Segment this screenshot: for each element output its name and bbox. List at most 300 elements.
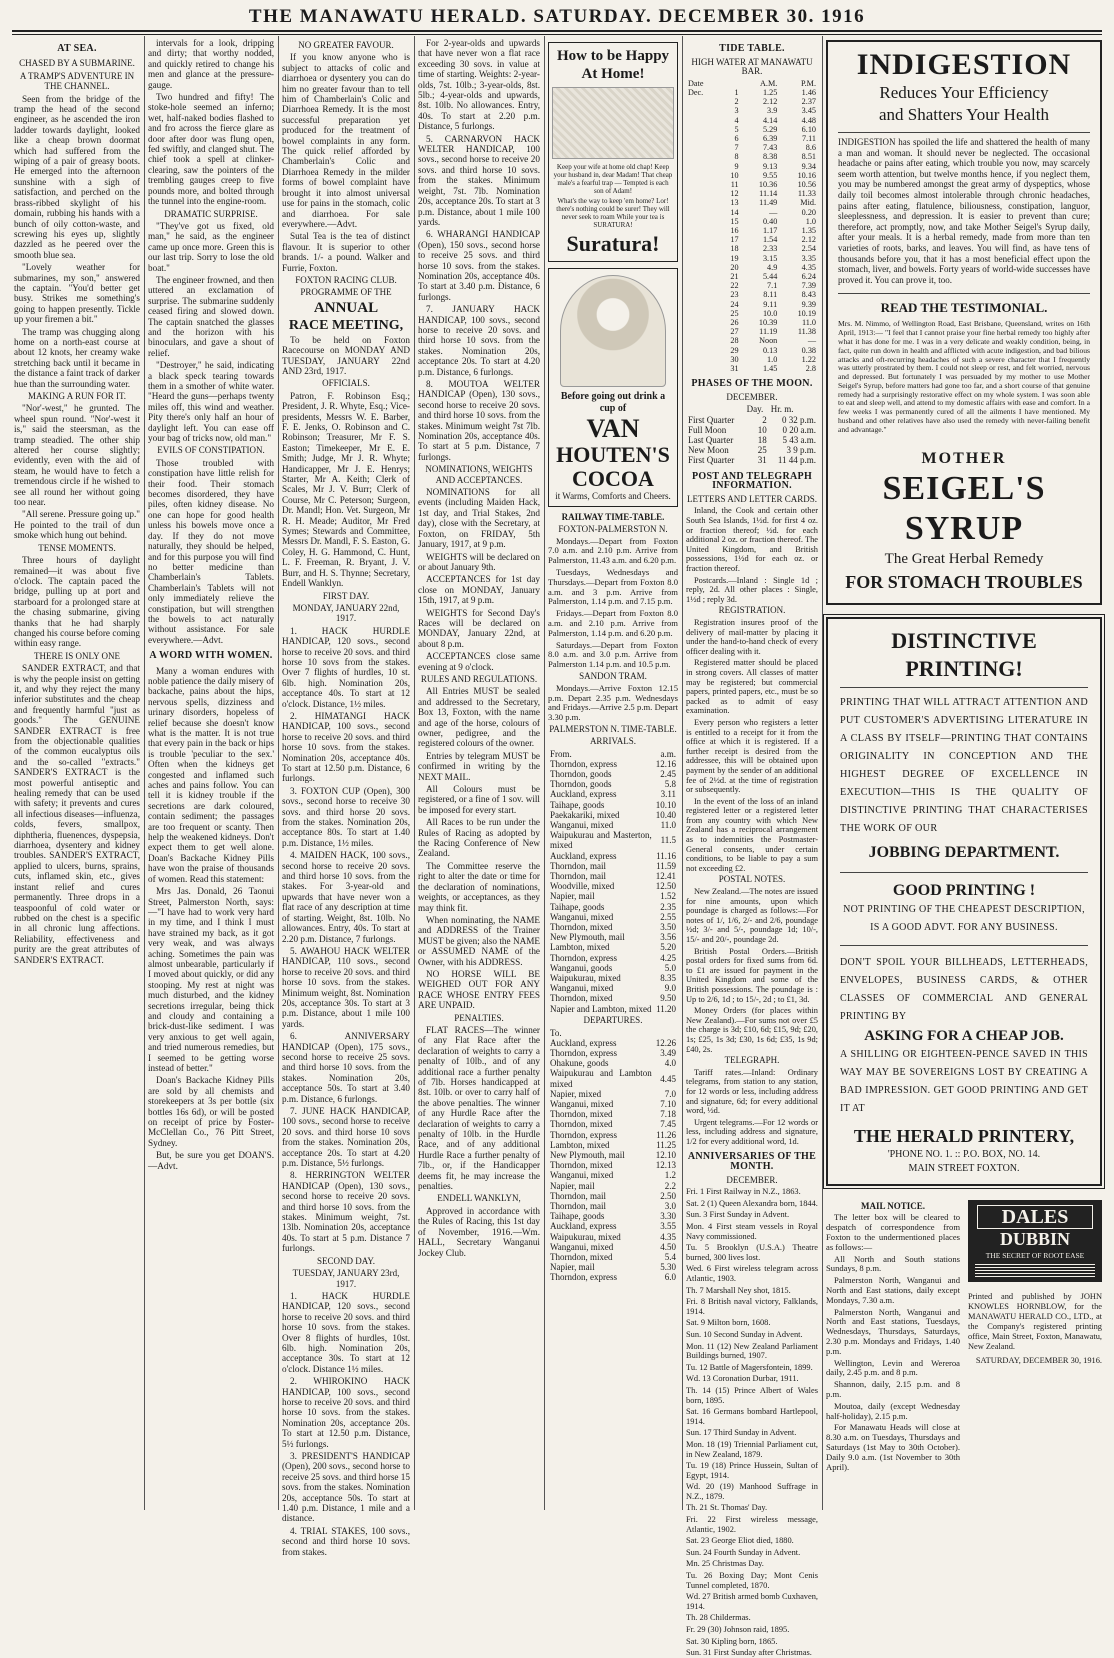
table-cell: 10.10 bbox=[655, 799, 676, 810]
table-row bbox=[686, 445, 818, 455]
table-cell: 3.56 bbox=[660, 932, 676, 943]
mail-notice bbox=[826, 1200, 960, 1475]
ad-tagline: it Warms, Comforts and Cheers. bbox=[555, 491, 671, 501]
table-cell: 8.38 bbox=[762, 152, 778, 162]
anniversary-item: Tu. 26 Boxing Day; Mont Cenis Tunnel completed, 1870. bbox=[686, 1571, 818, 1590]
table-row bbox=[686, 364, 818, 373]
column-ads-right bbox=[826, 38, 1102, 1510]
table-cell: 3.0 bbox=[664, 1201, 676, 1212]
day-date: TUESDAY, JANUARY 23rd, 1917. bbox=[292, 1268, 400, 1289]
table-row bbox=[686, 97, 818, 106]
paragraph: All Colours must be registered, or a fine of 1 sov. will be imposed for every start. bbox=[418, 784, 540, 815]
table-row bbox=[548, 851, 678, 861]
paragraph: Mrs Jas. Donald, 26 Taonui Street, Palmerston North, says:—"I have had to work very hard in my time, and I think I must have strained my back, as it got very weak, and was always aching. Sometimes the pain was almost unbearable, particularly if I moved about quickly, or did any stooping. My rest at night was much disturbed, and the kidney secretions irregular, being thick and cloudy and containing a brick-dust-like sediment. I was very anxious to get well again, and tried numerous remedies, but I seemed to be getting worse instead of better." bbox=[148, 886, 274, 1073]
table-cell: 29 bbox=[730, 345, 739, 355]
table-cell: Thorndon, express bbox=[550, 758, 617, 769]
table-row bbox=[686, 300, 818, 309]
section-heading: TIDE TABLE. bbox=[719, 43, 785, 54]
table-header: Date bbox=[688, 78, 704, 88]
table-cell: 31 bbox=[757, 455, 767, 466]
table-row bbox=[548, 1211, 678, 1221]
table-cell: 15 bbox=[730, 216, 739, 226]
paragraph: Sutal Tea is the tea of distinct flavour. It is superior to other brands. 1/- a pound. Walker and Furrie, Foxton. bbox=[282, 231, 410, 273]
ad-body: A SHILLING OR EIGHTEEN-PENCE SAVED IN THIS WAY MAY BE SOVEREIGNS LOST BY CREATING A BAD IMPRESSION. GET GOOD PRINTING AND GET IT AT bbox=[840, 1048, 1088, 1114]
table-row bbox=[686, 318, 818, 327]
table-cell: 12.13 bbox=[655, 1160, 676, 1171]
table-cell: 1.22 bbox=[801, 354, 816, 364]
table-row bbox=[548, 993, 678, 1003]
paragraph: To be held on Foxton Racecourse on MONDAY AND TUESDAY, JANUARY 22nd AND 23rd, 1917. bbox=[282, 334, 410, 376]
section-heading: ANNIVERSARIES OF THE MONTH. bbox=[687, 1151, 817, 1173]
table-cell: Thorndon, mixed bbox=[550, 993, 613, 1004]
table-cell: 5.4 bbox=[664, 1252, 676, 1263]
table-cell: 2 bbox=[734, 97, 739, 107]
table-cell: 2.50 bbox=[660, 1190, 676, 1201]
table-row bbox=[548, 1262, 678, 1272]
table-cell: 4.35 bbox=[801, 262, 816, 272]
paragraph: FLAT RACES—The winner of any Flat Race after the declaration of weights to carry a penalty of 10lb., and of any additional race a further penalty of 7lb. Horses handicapped at 8st. 10lb. or over to carry half of the above penalties. The winner of any Hurdle Race after the declaration of weights to carry a penalty of 10lb. in the Hurdle Race, and of any additional Hurdle Race a further penalty of 7lb., or, if the Handicapper deems fit, he may increase the penalties. bbox=[418, 1024, 540, 1192]
paragraph: Money Orders (for places within New Zealand).—For sums not over £5 the charge is 3d; £10, 6d; £15, 9d; £20, 1s; £25, 1s 3d; £30, 1s 6d; £35, 1s 9d; £40, 2s. bbox=[686, 1006, 818, 1054]
table-cell: 7.45 bbox=[660, 1119, 676, 1130]
table-cell: 1.0 bbox=[805, 216, 816, 226]
table-cell bbox=[686, 355, 720, 364]
table-cell: 4.35 bbox=[660, 1231, 676, 1242]
table-cell: Wanganui, mixed bbox=[550, 911, 614, 922]
table-cell: 25 bbox=[757, 445, 767, 456]
table-cell: Auckland, express bbox=[550, 1037, 617, 1048]
table-cell: 6 bbox=[734, 134, 739, 143]
section-subheading: TELEGRAPH. bbox=[724, 1055, 780, 1066]
column-tides-post bbox=[686, 38, 818, 1658]
table-cell: Napier, mail bbox=[550, 1262, 595, 1273]
table-cell bbox=[686, 171, 720, 180]
table-row bbox=[686, 244, 818, 253]
section-heading: DRAMATIC SURPRISE. bbox=[164, 208, 258, 219]
ad-portrait bbox=[560, 275, 666, 387]
table-row bbox=[686, 162, 818, 171]
mail-and-dubbin bbox=[826, 1200, 1102, 1475]
section-heading: PENALTIES. bbox=[454, 1012, 504, 1023]
table-row bbox=[686, 425, 818, 435]
ad-brand: COCOA bbox=[572, 466, 654, 491]
table-cell: Wanganui, mixed bbox=[550, 1170, 614, 1181]
table-cell: 2.35 bbox=[660, 901, 676, 912]
table-header bbox=[686, 404, 745, 414]
section-subheading: DECEMBER. bbox=[726, 391, 778, 402]
anniversary-item: Sun. 17 Third Sunday in Advent. bbox=[686, 1428, 797, 1438]
paragraph: NOMINATIONS for all events (including Maiden Hack, 1st day, and Trial Stakes, 2nd day), close with the Secretary, at Foxton, on FRIDAY, 5th January, 1917, at 9 p.m. bbox=[418, 487, 540, 550]
table-row bbox=[548, 1089, 678, 1099]
table-cell: 9.13 bbox=[762, 161, 778, 171]
anniversary-item: Sat. 2 (1) Queen Alexandra born, 1844. bbox=[686, 1198, 818, 1208]
table-cell bbox=[686, 254, 720, 263]
table-row bbox=[548, 1099, 678, 1109]
table-cell: Napier, mail bbox=[550, 891, 595, 902]
table-cell: 12.50 bbox=[655, 881, 676, 892]
dales-dubbin-ad bbox=[968, 1200, 1102, 1282]
table-cell bbox=[686, 272, 720, 281]
anniversary-item: Sat. 16 Germans bombard Hartlepool, 1914. bbox=[686, 1407, 818, 1426]
race-entry: 5. CARNARVON HACK WELTER HANDICAP, 100 sovs., second horse to receive 20 sovs. and third horse 10 sovs. from the stakes. Minimum weight, 7st. 7lb. Nomination 20s, acceptance 20s. To start at 3 p.m. Distance, about 1 mile 100 yards. bbox=[418, 133, 540, 227]
table-cell: 2.55 bbox=[660, 911, 676, 922]
table-row bbox=[686, 309, 818, 318]
table-row bbox=[686, 198, 818, 207]
table-row bbox=[548, 973, 678, 983]
table-cell: Thorndon, mixed bbox=[550, 1160, 613, 1171]
paragraph: Palmerston North, Wanganui and North and East stations, Tuesdays, Wednesdays, Thursdays, Saturdays, 2.30 p.m. Mondays and Fridays, 1.40 p.m. bbox=[826, 1306, 960, 1356]
table-cell: Wanganui, mixed bbox=[550, 819, 614, 830]
article-subheading: CHASED BY A SUBMARINE. bbox=[19, 58, 135, 69]
race-entry: 2. WHIROKINO HACK HANDICAP, 100 sovs., second horse to receive 20 sovs. and third horse 10 sovs. from the stakes. Nomination 20s, acceptance 20s. To start at 12.50 p.m. Distance, 5½ furlongs. bbox=[282, 1376, 410, 1449]
anniversary-item: Th. 21 St. Thomas' Day. bbox=[686, 1503, 768, 1513]
table-row bbox=[548, 789, 678, 799]
table-cell: 7.10 bbox=[660, 1099, 676, 1110]
table-cell: 10.0 bbox=[762, 308, 778, 318]
paragraph: Saturdays.—Depart from Foxton 8.0 a.m. and 3.0 p.m. Arrive from Palmerston 1.14 p.m. and 10.5 p.m. bbox=[548, 639, 678, 670]
table-row bbox=[686, 116, 818, 125]
table-header: a.m. bbox=[660, 748, 676, 759]
table-cell: 24 bbox=[730, 299, 739, 309]
ad-brand: MOTHER bbox=[921, 449, 1007, 467]
paragraph: ACCEPTANCES for 1st day close on MONDAY, January 15th, 1917, at 9 p.m. bbox=[418, 574, 540, 606]
table-cell: Thorndon, goods bbox=[550, 779, 612, 790]
race-entry: 6. ANNIVERSARY HANDICAP (Open), 175 sovs., second horse to receive 25 sovs. and third horse 10 sovs. from the stakes. Nomination 20s, acceptance 50s. To start at 3.40 p.m. Distance, 6 furlongs. bbox=[282, 1031, 410, 1104]
section-subheading: REGISTRATION. bbox=[718, 605, 786, 616]
table-cell bbox=[686, 244, 720, 253]
paragraph: Two hundred and fifty! The stoke-hole seemed an inferno; wet, half-naked bodies flashed to and fro across the fierce glare as door after door was flung open, fed swiftly, and clanged shut. The chief took a spell at clinker-clearing, saw the pointers of the trembling gauges creep to five pounds more, and bolted through the tunnel into the engine-room. bbox=[148, 92, 274, 207]
anniversary-item: Th. 28 Childermas. bbox=[686, 1613, 751, 1623]
table-row bbox=[548, 1191, 678, 1201]
anniversary-item: Fr. 29 (30) Johnson raid, 1895. bbox=[686, 1625, 790, 1634]
table-cell: 16 bbox=[730, 226, 739, 236]
table-cell: 1.0 bbox=[767, 354, 778, 364]
ad-tagline: FOR STOMACH TROUBLES bbox=[845, 571, 1083, 592]
table-row bbox=[548, 1242, 678, 1252]
race-entry: 4. MAIDEN HACK, 100 sovs., second horse to receive 20 sovs. and third horse 10 sovs. from the stakes. For 3-year-old and upwards that have never won a flat race of any description at time of starting. Weight, 8st. 10lb. No allowances. Entry, 40s. To start at 2.20 p.m. Distance, 7 furlongs. bbox=[282, 850, 410, 944]
table-cell bbox=[686, 189, 720, 198]
ad-body: NOT PRINTING OF THE CHEAPEST DESCRIPTION, IS A GOOD ADVT. FOR ANY BUSINESS. bbox=[843, 903, 1085, 933]
table-row bbox=[686, 355, 818, 364]
table-cell: New Moon bbox=[688, 445, 729, 456]
ad-tagline: The Great Herbal Remedy bbox=[884, 550, 1044, 567]
ad-tagline: Before going out drink a cup of bbox=[560, 391, 666, 414]
ad-brand: DALES bbox=[977, 1205, 1093, 1229]
race-entry: 7. JUNE HACK HANDICAP, 100 sovs., second horse to receive 20 sovs. and third horse 10 sovs from the stakes. Nomination 20s, acceptance 20s. To start at 4.20 p.m. Distance, 5½ furlongs. bbox=[282, 1106, 410, 1169]
table-cell: 4.45 bbox=[660, 1073, 676, 1084]
table-cell: 11 44 p.m. bbox=[777, 455, 816, 466]
ad-subheadline: Reduces Your Efficiency bbox=[879, 83, 1049, 102]
table-cell: Mid. bbox=[800, 198, 816, 208]
table-cell bbox=[686, 290, 720, 299]
table-cell: 5.29 bbox=[762, 124, 778, 134]
table-cell bbox=[686, 300, 720, 309]
anniversary-item: Sat. 9 Milton born, 1608. bbox=[686, 1318, 771, 1328]
ad-body: DON'T SPOIL YOUR BILLHEADS, LETTERHEADS, ENVELOPES, BUSINESS CARDS, & OTHER CLASSES OF COMMERCIAL AND GENERAL PRINTING BY bbox=[840, 945, 1088, 1026]
paragraph: "Lovely weather for submarines, my son," answered the captain. "You'd better get busy. Strikes me something's going to happen presently. Tickle up your firemen a bit." bbox=[14, 262, 140, 325]
table-header: Day. bbox=[746, 404, 764, 415]
paragraph: Three hours of daylight remained—it was about five o'clock. The captain paced the bridge, pulling up at port and starboard for a prolonged stare at the chasing submarine, giving thanks that he had sharply changed his course before coming within easy range. bbox=[14, 555, 140, 649]
column-racing-rules bbox=[418, 38, 540, 1510]
table-cell: New Plymouth, mail bbox=[550, 932, 625, 943]
anniversary-item: Sun. 3 First Sunday in Advent. bbox=[686, 1210, 790, 1220]
ad-subheadline: ASKING FOR A CHEAP JOB. bbox=[864, 1027, 1064, 1044]
table-row bbox=[686, 281, 818, 290]
paragraph: ACCEPTANCES close same evening at 9 o'clock. bbox=[418, 651, 540, 672]
table-cell bbox=[686, 116, 720, 125]
table-cell: Waipukurau and Masterton, mixed bbox=[550, 830, 652, 851]
table-cell: 9 bbox=[734, 161, 739, 171]
table-cell: 0.13 bbox=[762, 345, 778, 355]
anniversary-item: Fri. 22 First wireless message, Atlantic, 1902. bbox=[686, 1515, 818, 1534]
table-cell: 3.9 bbox=[767, 106, 778, 116]
ad-illustration bbox=[552, 87, 674, 159]
section-heading: FIRST DAY. bbox=[322, 590, 370, 601]
table-cell: 26 bbox=[730, 318, 739, 328]
table-cell: Woodville, mixed bbox=[550, 881, 615, 892]
table-cell: 23 bbox=[730, 290, 739, 300]
paragraph: Doan's Backache Kidney Pills are sold by all chemists and storekeepers at 3s per bottle (six bottles 16s 6d), or will be posted on receipt of price by Foster-McClellan Co., 76 Pitt Street, Sydney. bbox=[148, 1075, 274, 1148]
table-cell: Wanganui, mixed bbox=[550, 1099, 614, 1110]
section-heading: THERE IS ONLY ONE bbox=[33, 650, 120, 661]
table-cell: 17 bbox=[730, 235, 739, 245]
table-row bbox=[686, 180, 818, 189]
table-cell: 9.50 bbox=[660, 993, 676, 1004]
table-cell: 11.16 bbox=[656, 850, 676, 861]
table-cell: Wanganui, mixed bbox=[550, 1241, 614, 1252]
masthead-rule bbox=[12, 30, 1102, 32]
column-separator bbox=[544, 36, 545, 1510]
table-row bbox=[686, 171, 818, 180]
annual-label: ANNUAL bbox=[313, 299, 379, 316]
article-subheading: A TRAMP'S ADVENTURE IN THE CHANNEL. bbox=[19, 70, 135, 92]
table-cell: Thorndon, mail bbox=[550, 860, 606, 871]
table-cell: 11.20 bbox=[656, 1003, 676, 1014]
table-cell: 2.54 bbox=[801, 244, 816, 254]
paragraph: "They've got us fixed, old man," he said, as the engineer came up once more. Green this is our last trip. Sorry to lose the old boat." bbox=[148, 220, 274, 273]
column-continued bbox=[148, 38, 274, 1510]
column-separator bbox=[414, 36, 415, 1510]
table-row bbox=[686, 272, 818, 281]
table-cell: 3.49 bbox=[660, 1048, 676, 1059]
table-cell: 3.11 bbox=[660, 789, 676, 800]
table-row bbox=[548, 1221, 678, 1231]
table-cell: Wanganui, mixed bbox=[550, 983, 614, 994]
column-racing-club bbox=[282, 38, 410, 1557]
table-row bbox=[548, 1170, 678, 1180]
table-cell: 4.14 bbox=[762, 115, 778, 125]
table-cell: 2.12 bbox=[762, 97, 778, 107]
table-cell: 1 bbox=[734, 87, 739, 97]
table-row bbox=[548, 1150, 678, 1160]
anniversary-item: Th. 7 Marshall Ney shot, 1815. bbox=[686, 1285, 791, 1295]
table-cell bbox=[686, 281, 720, 290]
table-cell: 10.39 bbox=[758, 318, 778, 328]
table-cell: 6.0 bbox=[664, 1272, 676, 1283]
paragraph: Entries by telegram MUST be confirmed in writing by the NEXT MAIL. bbox=[418, 750, 540, 782]
printing-ad bbox=[826, 617, 1102, 1186]
table-cell bbox=[686, 143, 720, 152]
table-cell: Taihape, goods bbox=[550, 901, 605, 912]
table-cell bbox=[686, 106, 720, 115]
table-header: Hr. m. bbox=[770, 404, 794, 415]
table-cell: 10.36 bbox=[758, 180, 778, 190]
table-cell: Thorndon, goods bbox=[550, 768, 612, 779]
section-heading: TENSE MOMENTS. bbox=[38, 542, 116, 553]
table-row bbox=[686, 226, 818, 235]
ad-headline: DISTINCTIVE PRINTING! bbox=[840, 627, 1088, 688]
ad-brand: VAN bbox=[586, 414, 640, 443]
table-cell: Napier, mail bbox=[550, 1180, 595, 1191]
table-cell bbox=[686, 198, 720, 207]
table-cell: 6.10 bbox=[801, 124, 816, 134]
table-cell: 11.14 bbox=[759, 189, 778, 199]
table-cell: 0 20 a.m. bbox=[782, 424, 816, 435]
table-cell: 0.40 bbox=[762, 216, 778, 226]
column-at-sea bbox=[14, 38, 140, 1510]
anniversary-item: Sat. 30 Kipling born, 1865. bbox=[686, 1636, 778, 1646]
table-cell: Last Quarter bbox=[688, 435, 734, 446]
ad-body: PRINTING THAT WILL ATTRACT ATTENTION AND PUT CUSTOMER'S ADVERTISING LITERATURE IN A CLASS BY ITSELF—PRINTING THAT CONTAINS ORIGINALITY IN CONCEPTION AND THE HIGHEST DEGREE OF EXCELLENCE IN EXECUTION—THIS IS THE QUALITY OF DISTINCTIVE PRINTING THAT CHARACTERISES THE WORK OF OUR bbox=[840, 696, 1088, 834]
table-row bbox=[548, 1068, 678, 1088]
paragraph: WEIGHTS for Second Day's Races will be declared on MONDAY, January 22nd, at about 8 p.m. bbox=[418, 607, 540, 649]
table-cell: 11.49 bbox=[759, 198, 778, 208]
table-cell: 3 bbox=[734, 106, 739, 116]
table-cell: Thorndon, mail bbox=[550, 1190, 606, 1201]
paragraph: NO HORSE WILL BE WEIGHED OUT FOR ANY RACE WHOSE ENTRY FEES ARE UNPAID. bbox=[418, 968, 540, 1011]
race-entry: 3. FOXTON CUP (Open), 300 sovs., second horse to receive 30 sovs. and third horse 20 sovs. from the stakes. Nomination 20s, acceptance 80s. To start at 1.40 p.m. Distance, 1½ miles. bbox=[282, 785, 410, 848]
table-row bbox=[686, 235, 818, 244]
table-cell: New Plymouth, mail bbox=[550, 1150, 625, 1161]
table-cell: Thorndon, mixed bbox=[550, 1109, 613, 1120]
table-cell: Auckland, express bbox=[550, 789, 617, 800]
table-cell: 3.30 bbox=[660, 1211, 676, 1222]
table-cell: 11.0 bbox=[801, 318, 816, 328]
club-name: FOXTON RACING CLUB. bbox=[295, 274, 397, 285]
day-date: MONDAY, JANUARY 22nd, 1917. bbox=[292, 602, 400, 624]
article-heading: AT SEA. bbox=[57, 43, 97, 54]
table-row bbox=[548, 820, 678, 830]
table-cell bbox=[686, 346, 720, 355]
table-row bbox=[686, 125, 818, 134]
table-cell: 21 bbox=[730, 272, 739, 282]
paragraph: When nominating, the NAME and ADDRESS of the Trainer MUST be given; also the NAME or ASSUMED NAME of the Owner, with his ADDRESS. bbox=[418, 914, 540, 967]
section-heading: POST AND TELEGRAPH INFORMATION. bbox=[691, 470, 813, 492]
table-cell: 11 bbox=[730, 180, 739, 190]
table-cell: 6.24 bbox=[801, 272, 816, 282]
table-cell bbox=[686, 364, 720, 373]
column-separator bbox=[278, 36, 279, 1510]
printery-contact: 'PHONE NO. 1. :: P.O. BOX, NO. 14. bbox=[887, 1148, 1041, 1160]
table-cell: First Quarter bbox=[688, 455, 735, 466]
table-row bbox=[548, 942, 678, 952]
paragraph: Tuesdays, Wednesdays and Thursdays.—Depart from Foxton 8.0 a.m. and 3 p.m. Arrive from Palmerston, 1.14 p.m. and 7.15 p.m. bbox=[548, 566, 678, 607]
table-row bbox=[548, 932, 678, 942]
table-row bbox=[686, 217, 818, 226]
table-cell: 2.8 bbox=[805, 364, 816, 374]
table-cell: 9.11 bbox=[763, 299, 778, 309]
table-row bbox=[548, 779, 678, 789]
table-cell: 22 bbox=[730, 281, 739, 291]
section-heading: PALMERSTON N. TIME-TABLE. bbox=[549, 723, 677, 734]
imprint-date: SATURDAY, DECEMBER 30, 1916. bbox=[975, 1355, 1102, 1365]
column-separator bbox=[822, 36, 823, 1510]
table-row bbox=[548, 759, 678, 769]
column-separator bbox=[144, 36, 145, 1510]
anniversary-list bbox=[686, 1187, 818, 1658]
table-cell: Napier and Lambton, mixed bbox=[550, 1003, 652, 1014]
paragraph: Postcards.—Inland : Single 1d ; reply, 2d. All other places : Single, 1½d ; reply 3d. bbox=[686, 575, 818, 604]
table-cell: Lambton, mixed bbox=[550, 1139, 610, 1150]
paragraph: Moutoa, daily (except Wednesday half-holiday), 2.15 p.m. bbox=[826, 1400, 960, 1421]
table-cell bbox=[686, 327, 720, 336]
section-subheading: LETTERS AND LETTER CARDS. bbox=[687, 493, 817, 504]
table-row bbox=[548, 800, 678, 810]
table-cell: 9.34 bbox=[801, 161, 816, 171]
table-cell: Napier, mixed bbox=[550, 1088, 602, 1099]
ad-subheadline: GOOD PRINTING ! bbox=[892, 881, 1036, 899]
table-cell: 5.30 bbox=[660, 1262, 676, 1273]
paragraph: "Destroyer," he said, indicating a black speck tearing towards them in a smother of white water. "Heard the guns—perhaps twenty miles off, this wind and weather. Pity there's only half an hour of daylight left. You can ease off your bag of tricks now, old man." bbox=[148, 360, 274, 444]
anniversary-item: Th. 14 (15) Prince Albert of Wales born, 1895. bbox=[686, 1385, 818, 1405]
race-meeting-label: RACE MEETING, bbox=[288, 317, 404, 333]
table-cell: Waipukurau and Lambton mixed bbox=[550, 1068, 652, 1089]
table-cell: 3.55 bbox=[660, 1221, 676, 1232]
section-heading: SANDON TRAM. bbox=[579, 670, 647, 681]
table-cell: Wanganui, goods bbox=[550, 962, 613, 973]
table-cell bbox=[686, 97, 720, 106]
ad-body: INDIGESTION has spoiled the life and shattered the health of many a man and woman. It should never be neglected. The occasional headache or pains after eating, which trouble you now, may scarcely seem worth attention, but twelve months hence, if you neglect them, you may be numbered amongst the great army of dyspeptics, whose daily toil becomes almost intolerable through chronic headaches, pains after eating, flatulence, biliousness, constipation, languor, sleeplessness, and depression. It is easier to prevent than cure; therefore, act promptly, now, and take Mother Seigel's Syrup daily, after your meals. It is a herbal remedy, made from more than ten varieties of roots, barks, and leaves. You will find, as have tens of thousands before you, that it has a most beneficial effect upon the stomach, liver, and bowels. Forty years of world-wide successes have proved it. You can prove it, too. bbox=[838, 132, 1090, 285]
table-cell: 25 bbox=[730, 308, 739, 318]
table-cell: 7.1 bbox=[767, 281, 778, 291]
table-cell: Ohakune, goods bbox=[550, 1058, 609, 1069]
paragraph: WEIGHTS will be declared on or about January 9th. bbox=[418, 551, 540, 572]
table-cell: 1.45 bbox=[762, 364, 778, 374]
table-cell bbox=[686, 318, 720, 327]
paragraph: The engineer frowned, and then uttered an exclamation of surprise. The submarine suddenly ceased firing and slowed down. The captain snatched the glasses and the horizon with his binoculars, and gave a shout of relief. bbox=[148, 274, 274, 358]
table-cell: Thorndon, mail bbox=[550, 1201, 606, 1212]
paragraph: Urgent telegrams.—For 12 words or less, including address and signature, 1/2 for every additional word, 1d. bbox=[686, 1117, 818, 1146]
table-row bbox=[686, 346, 818, 355]
table-cell: 3.35 bbox=[801, 253, 816, 263]
table-cell bbox=[686, 235, 720, 244]
table-cell: 2.37 bbox=[801, 97, 816, 107]
race-entry: 2. HIMATANGI HACK HANDICAP, 100 sovs., second horse to receive 20 sovs. and third horse 10 sovs. from the stakes. Nomination 20s, acceptance 40s. To start at 12.50 p.m. Distance, 6 furlongs. bbox=[282, 710, 410, 784]
paragraph: But, be sure you get DOAN'S.—Advt. bbox=[148, 1150, 274, 1171]
table-cell: 12 bbox=[730, 189, 739, 199]
table-cell: First Quarter bbox=[688, 414, 735, 425]
section-heading: EVILS OF CONSTIPATION. bbox=[157, 445, 265, 456]
table-row bbox=[548, 953, 678, 963]
paragraph: Wellington, Levin and Wereroa daily, 2.45 p.m. and 8 p.m. bbox=[826, 1357, 960, 1378]
arrivals-table bbox=[548, 749, 678, 1014]
paragraph: Approved in accordance with the Rules of Racing, this 1st day of November, 1916.—Wm. HALL, Secretary Wanganui Jockey Club. bbox=[418, 1205, 540, 1258]
table-cell: 11.0 bbox=[660, 819, 676, 830]
paragraph: Seen from the bridge of the tramp the head of the second engineer, as he ascended the iron ladder towards daylight, looked like a cheap brown doormat which had suffered from the wiping of a pair of greasy boots. He emerged into the afternoon sunshine with a sigh of satisfaction, and perched on the brass-ribbed skylight of his domain, rubbing his hands with a bunch of oily cotton-waste, and screwing his eyes up, slightly dazzled as he peered over the smooth blue sea. bbox=[14, 93, 140, 260]
paragraph: For Manawatu Heads will close at 8.30 a.m. on Tuesdays, Thursdays and Saturdays (1st May to 30th October). Daily 9.0 a.m. (1st November to 30th April). bbox=[826, 1422, 960, 1472]
table-cell: 11.38 bbox=[797, 327, 816, 337]
table-row bbox=[548, 1119, 678, 1129]
table-cell: 4.50 bbox=[660, 1241, 676, 1252]
section-subheading: ARRIVALS. bbox=[589, 735, 637, 746]
paragraph: In the event of the loss of an inland registered letter or a registered letter from any country with which New Zealand has a reciprocal arrangement as to indemnities the Postmaster-General consents, under certain conditions, to be liable to pay a sum not exceeding £2. bbox=[686, 796, 818, 873]
table-row bbox=[686, 336, 818, 345]
masthead: THE MANAWATU HERALD. SATURDAY. DECEMBER 30. 1916 bbox=[248, 6, 866, 27]
anniversary-item: Tu. 19 (18) Prince Hussein, Sultan of Egypt, 1914. bbox=[686, 1461, 818, 1480]
section-heading: SECOND DAY. bbox=[316, 1255, 376, 1266]
table-cell: — bbox=[807, 336, 816, 346]
table-cell bbox=[686, 152, 720, 161]
table-row bbox=[548, 902, 678, 912]
